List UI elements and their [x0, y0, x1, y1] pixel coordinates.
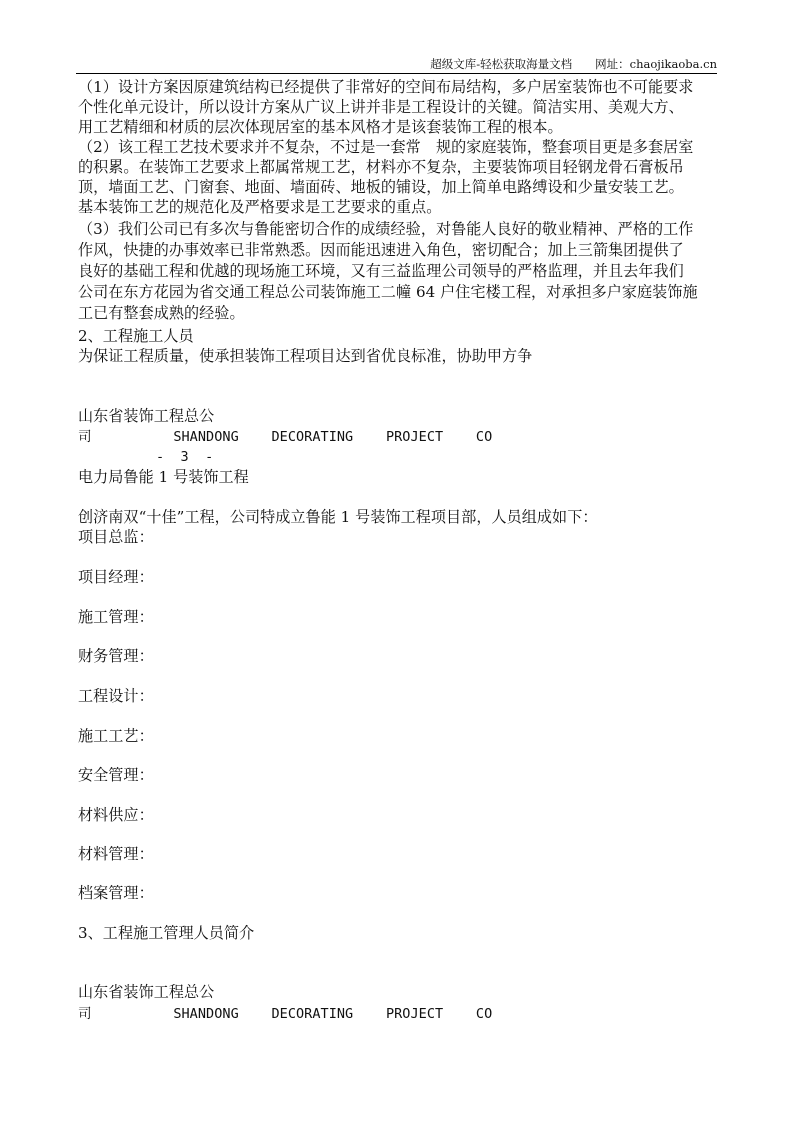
role-label: 项目经理： — [78, 568, 154, 586]
page-title: 电力局鲁能 1 号装饰工程 — [78, 468, 249, 486]
header-site: 超级文库-轻松获取海量文档 — [430, 57, 573, 71]
paragraph-line: 为保证工程质量，使承担装饰工程项目达到省优良标准，协助甲方争 — [78, 347, 533, 365]
paragraph-line: （3）我们公司已有多次与鲁能密切合作的成绩经验，对鲁能人良好的敬业精神、严格的工作 — [78, 220, 694, 238]
role-label: 材料供应： — [78, 806, 154, 824]
section-heading: 3、工程施工管理人员简介 — [78, 924, 255, 942]
footer-company-en: 司 SHANDONG DECORATING PROJECT CO — [78, 429, 493, 445]
role-label: 项目总监： — [78, 528, 154, 546]
paragraph-line: 工已有整套成熟的经验。 — [78, 304, 245, 322]
header-rule — [76, 73, 717, 74]
paragraph-line: （2）该工程工艺技术要求并不复杂，不过是一套常 规的家庭装饰，整套项目更是多套居室 — [78, 138, 694, 156]
footer-company: 山东省装饰工程总公 — [78, 983, 215, 1001]
paragraph-line: 公司在东方花园为省交通工程总公司装饰施工二幢 64 户住宅楼工程，对承担多户家庭装饰施 — [78, 283, 698, 301]
paragraph-line: 用工艺精细和材质的层次体现居室的基本风格才是该套装饰工程的根本。 — [78, 118, 563, 136]
footer-company-en: 司 SHANDONG DECORATING PROJECT CO — [78, 1006, 493, 1022]
page-number: - 3 - — [156, 449, 214, 465]
page-header — [430, 56, 717, 72]
role-label: 工程设计： — [78, 687, 154, 705]
section-heading: 2、工程施工人员 — [78, 327, 194, 345]
header-url: 网址：chaojikaoba.cn — [595, 57, 717, 71]
paragraph-line: 基本装饰工艺的规范化及严格要求是工艺要求的重点。 — [78, 198, 442, 216]
role-label: 财务管理： — [78, 647, 154, 665]
paragraph-line: （1）设计方案因原建筑结构已经提供了非常好的空间布局结构，多户居室装饰也不可能要求 — [78, 78, 694, 96]
paragraph-line: 的积累。在装饰工艺要求上都属常规工艺，材料亦不复杂，主要装饰项目轻钢龙骨石膏板吊 — [78, 158, 684, 176]
paragraph-line: 创济南双“十佳”工程，公司特成立鲁能 1 号装饰工程项目部，人员组成如下： — [78, 508, 598, 526]
role-label: 施工工艺： — [78, 727, 154, 745]
paragraph-line: 良好的基础工程和优越的现场施工环境，又有三益监理公司领导的严格监理，并且去年我们 — [78, 262, 684, 280]
role-label: 施工管理： — [78, 608, 154, 626]
role-label: 档案管理： — [78, 884, 154, 902]
paragraph-line: 作风，快捷的办事效率已非常熟悉。因而能迅速进入角色，密切配合；加上三箭集团提供了 — [78, 241, 684, 259]
role-label: 安全管理： — [78, 766, 154, 784]
paragraph-line: 个性化单元设计，所以设计方案从广议上讲并非是工程设计的关键。简洁实用、美观大方、 — [78, 98, 684, 116]
role-label: 材料管理： — [78, 845, 154, 863]
paragraph-line: 顶，墙面工艺、门窗套、地面、墙面砖、地板的铺设，加上简单电路缚设和少量安装工艺。 — [78, 178, 684, 196]
footer-company: 山东省装饰工程总公 — [78, 407, 215, 425]
